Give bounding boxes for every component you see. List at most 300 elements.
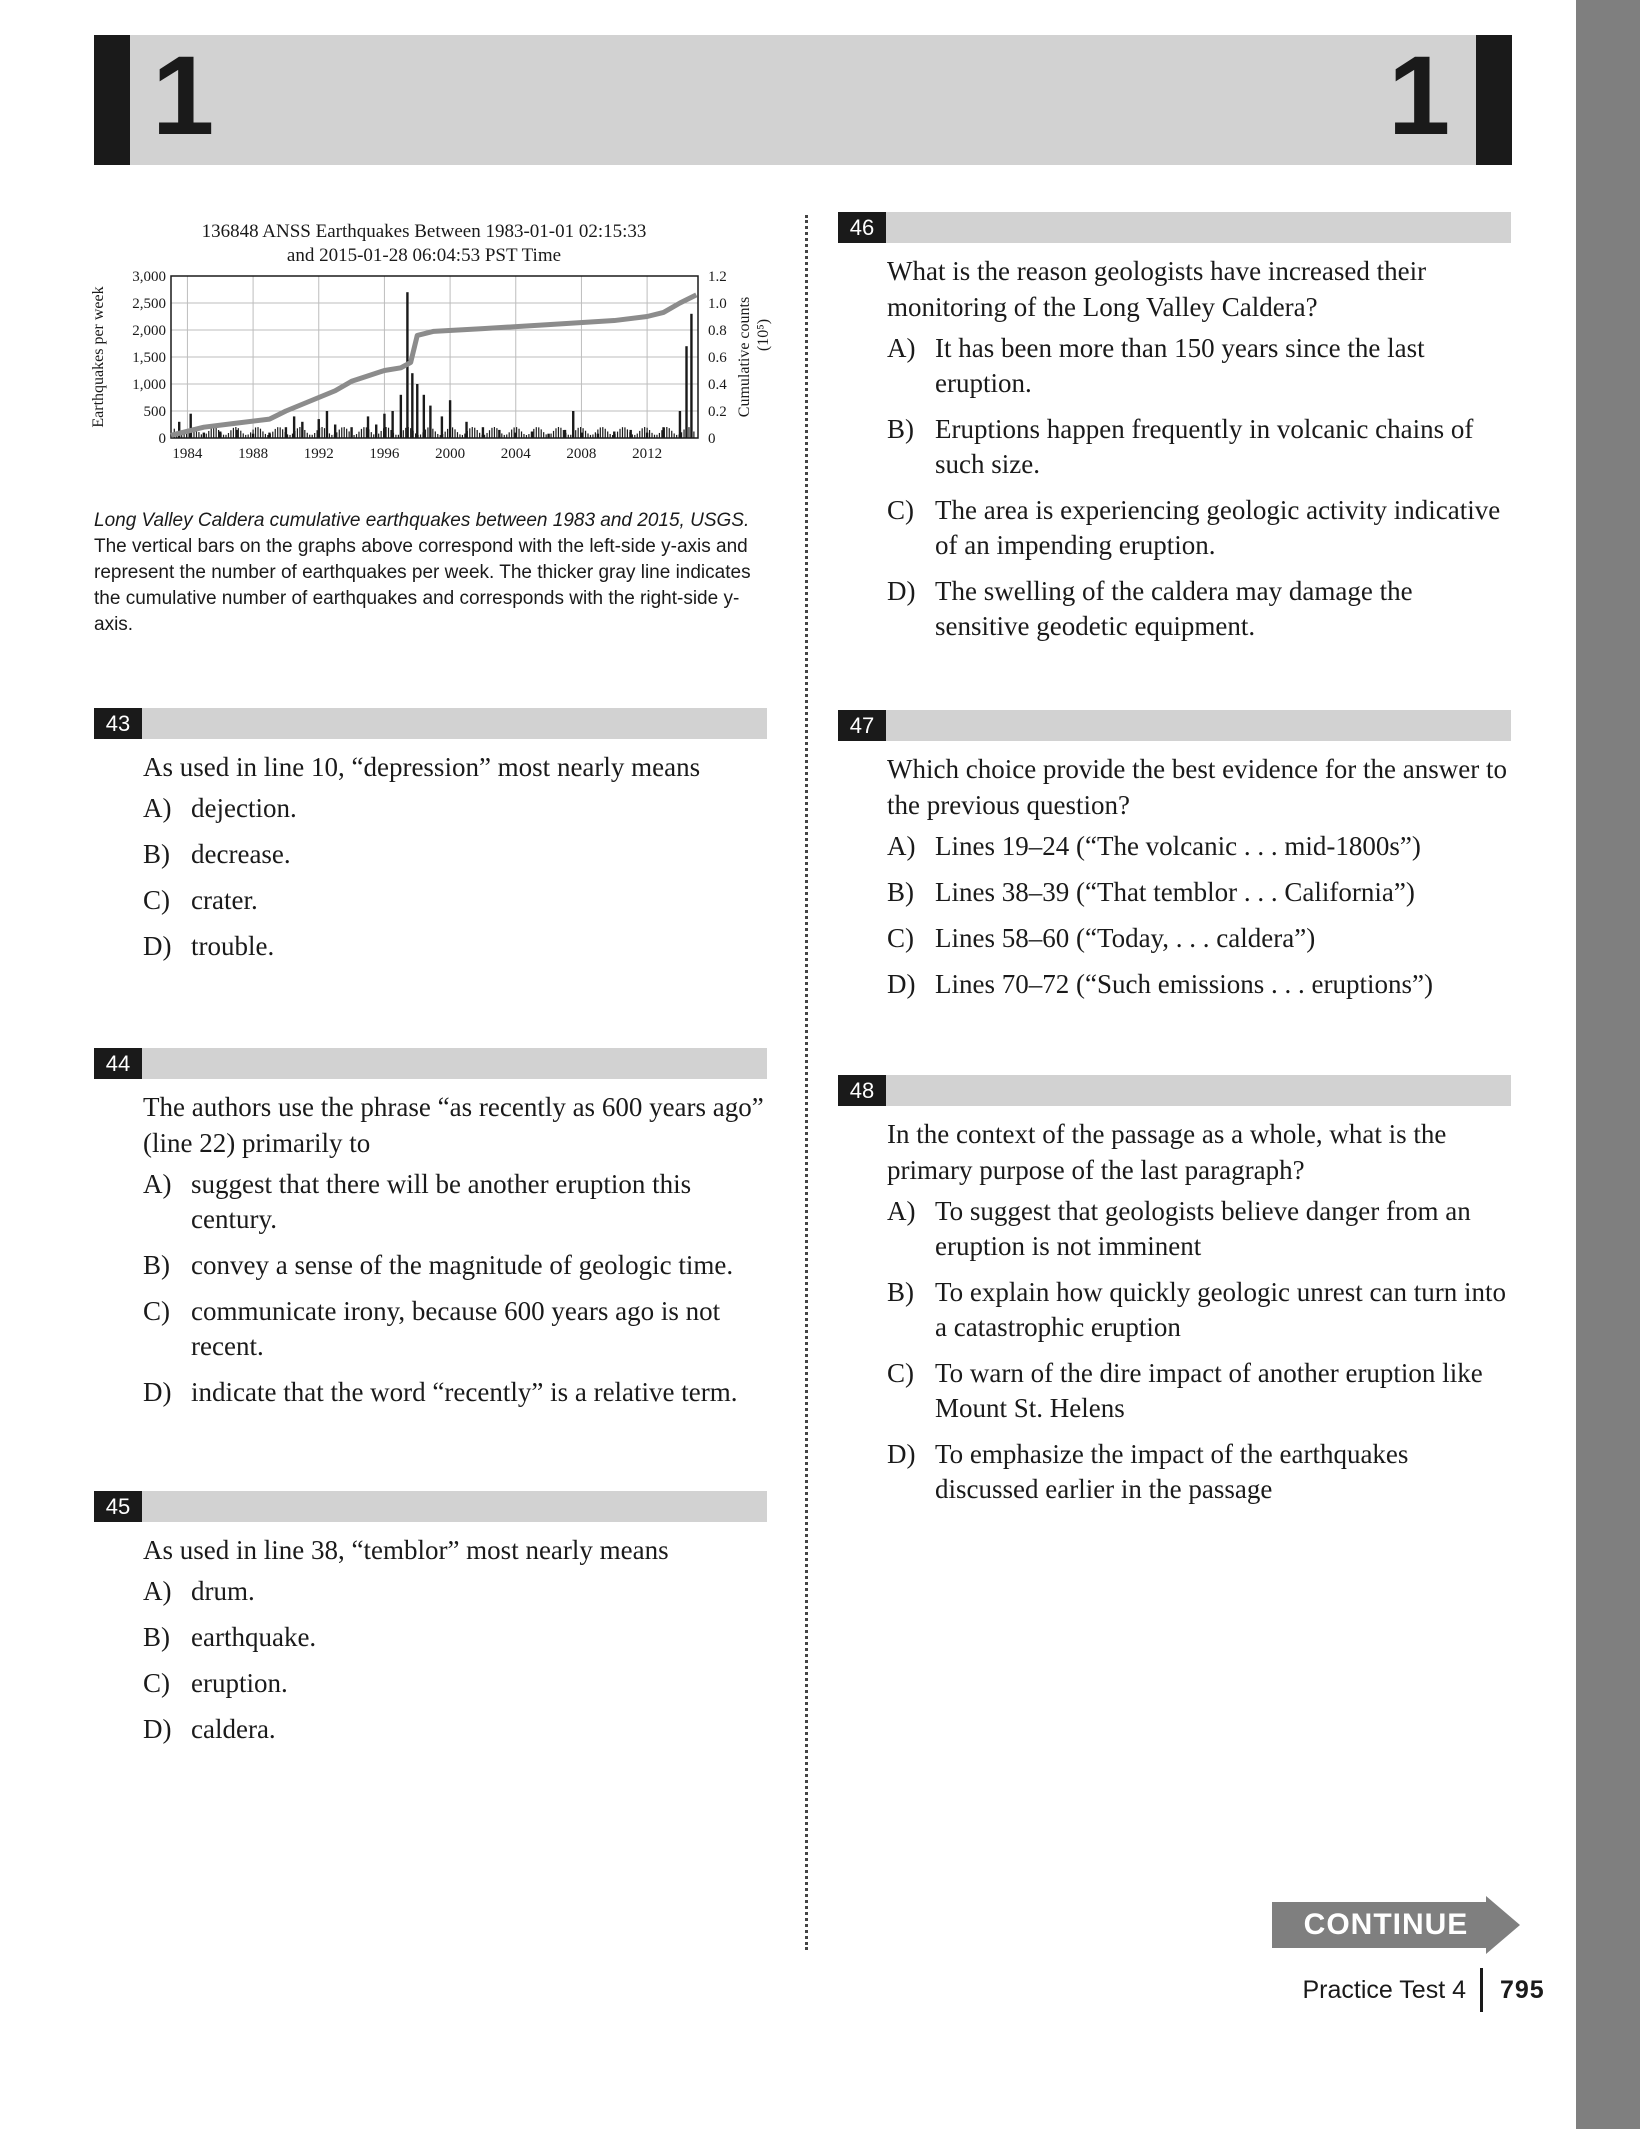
baseline-activity-bar	[240, 431, 241, 438]
question-block-46	[838, 212, 1511, 655]
baseline-activity-bar	[277, 427, 278, 438]
baseline-activity-bar	[578, 428, 579, 438]
option-letter: D)	[887, 1439, 916, 1469]
baseline-activity-bar	[417, 435, 418, 438]
baseline-activity-bar	[486, 433, 487, 438]
baseline-activity-bar	[366, 427, 367, 438]
baseline-activity-bar	[447, 429, 448, 438]
baseline-activity-bar	[484, 435, 485, 438]
answer-option[interactable]	[838, 875, 1511, 910]
earthquake-chart	[84, 266, 774, 476]
baseline-activity-bar	[270, 434, 271, 438]
baseline-activity-bar	[321, 427, 322, 438]
baseline-activity-bar	[491, 428, 492, 438]
baseline-activity-bar	[361, 429, 362, 438]
baseline-activity-bar	[683, 429, 684, 438]
baseline-activity-bar	[181, 435, 182, 438]
answer-option[interactable]	[94, 1248, 767, 1283]
option-letter: C)	[887, 495, 914, 525]
baseline-activity-bar	[198, 432, 199, 438]
baseline-activity-bar	[358, 432, 359, 438]
baseline-activity-bar	[390, 430, 391, 438]
option-text: To suggest that geologists believe danger from an eruption is not imminent	[935, 1196, 1471, 1261]
baseline-activity-bar	[482, 435, 483, 438]
baseline-activity-bar	[523, 434, 524, 438]
weekly-earthquake-bar	[685, 346, 687, 438]
question-header-bar	[838, 212, 1511, 243]
answer-option[interactable]	[94, 929, 767, 964]
baseline-activity-bar	[317, 430, 318, 438]
y-left-tick-label: 2,000	[132, 323, 166, 339]
option-letter: A)	[887, 1196, 916, 1226]
answer-option[interactable]	[94, 1294, 767, 1364]
question-stem: As used in line 38, “temblor” most nearly means	[143, 1535, 669, 1565]
chart-title-line: and 2015-01-28 06:04:53 PST Time	[286, 245, 562, 266]
baseline-activity-bar	[602, 427, 603, 438]
option-text: Lines 19–24 (“The volcanic . . . mid-1800s”)	[935, 831, 1421, 861]
baseline-activity-bar	[282, 429, 283, 438]
answer-option[interactable]	[838, 331, 1511, 401]
y-right-tick-label: 0.6	[708, 350, 727, 366]
question-header-bar	[838, 710, 1511, 741]
question-header-bar	[94, 708, 767, 739]
y-right-tick-label: 1.0	[708, 296, 727, 312]
baseline-activity-bar	[336, 432, 337, 438]
option-letter: B)	[887, 1277, 914, 1307]
baseline-activity-bar	[257, 427, 258, 438]
baseline-activity-bar	[649, 430, 650, 438]
baseline-activity-bar	[570, 435, 571, 438]
baseline-activity-bar	[235, 427, 236, 438]
baseline-activity-bar	[676, 435, 677, 438]
baseline-activity-bar	[216, 428, 217, 438]
baseline-activity-bar	[449, 427, 450, 438]
baseline-activity-bar	[213, 427, 214, 438]
option-letter: B)	[143, 1250, 170, 1280]
baseline-activity-bar	[220, 433, 221, 438]
baseline-activity-bar	[504, 435, 505, 438]
baseline-activity-bar	[255, 427, 256, 438]
baseline-activity-bar	[408, 427, 409, 438]
answer-option[interactable]	[838, 967, 1511, 1002]
baseline-activity-bar	[472, 427, 473, 438]
weekly-earthquake-bar	[411, 373, 413, 438]
baseline-activity-bar	[346, 429, 347, 438]
baseline-activity-bar	[395, 435, 396, 438]
weekly-earthquake-bar	[690, 314, 692, 438]
baseline-activity-bar	[607, 431, 608, 438]
baseline-activity-bar	[462, 435, 463, 438]
baseline-activity-bar	[440, 435, 441, 438]
baseline-activity-bar	[651, 433, 652, 438]
baseline-activity-bar	[632, 434, 633, 438]
baseline-activity-bar	[307, 433, 308, 438]
baseline-activity-bar	[341, 427, 342, 438]
baseline-activity-bar	[536, 427, 537, 438]
baseline-activity-bar	[548, 435, 549, 438]
question-number: 47	[838, 710, 886, 741]
baseline-activity-bar	[230, 430, 231, 438]
baseline-activity-bar	[432, 429, 433, 438]
baseline-activity-bar	[373, 434, 374, 438]
option-text: It has been more than 150 years since the last eruption.	[935, 333, 1425, 398]
baseline-activity-bar	[600, 427, 601, 438]
baseline-activity-bar	[363, 427, 364, 438]
baseline-activity-bar	[302, 428, 303, 438]
x-tick-label: 1996	[369, 446, 400, 462]
option-letter: A)	[143, 1169, 172, 1199]
baseline-activity-bar	[568, 435, 569, 438]
baseline-activity-bar	[575, 430, 576, 438]
baseline-activity-bar	[425, 430, 426, 438]
question-stem: Which choice provide the best evidence for the answer to the previous question?	[887, 754, 1507, 820]
y-right-axis-label: Cumulative counts	[736, 296, 753, 418]
baseline-activity-bar	[494, 427, 495, 438]
baseline-activity-bar	[413, 431, 414, 438]
baseline-activity-bar	[565, 433, 566, 438]
baseline-activity-bar	[543, 432, 544, 438]
question-number: 43	[94, 708, 142, 739]
question-block-44	[94, 1048, 767, 1421]
answer-options	[94, 1167, 767, 1410]
answer-option[interactable]	[94, 1666, 767, 1701]
baseline-activity-bar	[385, 427, 386, 438]
baseline-activity-bar	[693, 431, 694, 438]
question-number: 48	[838, 1075, 886, 1106]
y-left-tick-label: 0	[158, 431, 166, 447]
baseline-activity-bar	[654, 435, 655, 438]
baseline-activity-bar	[612, 435, 613, 438]
question-number: 45	[94, 1491, 142, 1522]
page-number: 795	[1500, 1976, 1545, 2004]
option-text: The area is experiencing geologic activity indicative of an impending eruption.	[935, 495, 1501, 560]
baseline-activity-bar	[686, 427, 687, 438]
baseline-activity-bar	[398, 435, 399, 438]
option-letter: C)	[887, 1358, 914, 1388]
baseline-activity-bar	[595, 432, 596, 438]
question-header-bar	[94, 1048, 767, 1079]
baseline-activity-bar	[627, 429, 628, 438]
question-number: 44	[94, 1048, 142, 1079]
baseline-activity-bar	[339, 430, 340, 438]
baseline-activity-bar	[353, 435, 354, 438]
option-letter: A)	[887, 831, 916, 861]
baseline-activity-bar	[260, 429, 261, 438]
continue-label: CONTINUE	[1303, 1908, 1469, 1941]
baseline-activity-bar	[400, 433, 401, 438]
option-letter: C)	[143, 1296, 170, 1326]
option-letter: B)	[143, 1622, 170, 1652]
baseline-activity-bar	[452, 427, 453, 438]
y-left-axis-label: Earthquakes per week	[90, 286, 107, 428]
baseline-activity-bar	[371, 432, 372, 438]
y-left-tick-label: 500	[143, 404, 166, 420]
baseline-activity-bar	[228, 433, 229, 438]
baseline-activity-bar	[201, 434, 202, 438]
question-stem: In the context of the passage as a whole, what is the primary purpose of the last paragraph?	[887, 1119, 1447, 1185]
baseline-activity-bar	[294, 431, 295, 438]
baseline-activity-bar	[356, 434, 357, 438]
section-header-right-bar	[1476, 35, 1512, 165]
baseline-activity-bar	[509, 432, 510, 438]
baseline-activity-bar	[309, 435, 310, 438]
footer-test-label: Practice Test 4	[1302, 1976, 1466, 2004]
baseline-activity-bar	[415, 433, 416, 438]
footer-separator	[1480, 1968, 1483, 2012]
baseline-activity-bar	[272, 432, 273, 438]
option-letter: A)	[143, 793, 172, 823]
baseline-activity-bar	[521, 431, 522, 438]
answer-option[interactable]	[838, 921, 1511, 956]
baseline-activity-bar	[477, 430, 478, 438]
baseline-activity-bar	[647, 428, 648, 438]
baseline-activity-bar	[661, 430, 662, 438]
option-text: dejection.	[191, 793, 297, 823]
option-text: The swelling of the caldera may damage the sensitive geodetic equipment.	[935, 576, 1413, 641]
baseline-activity-bar	[691, 429, 692, 438]
baseline-activity-bar	[208, 431, 209, 438]
baseline-activity-bar	[674, 433, 675, 438]
baseline-activity-bar	[275, 429, 276, 438]
option-letter: D)	[143, 1377, 172, 1407]
baseline-activity-bar	[619, 429, 620, 438]
x-tick-label: 1988	[238, 446, 269, 462]
baseline-activity-bar	[531, 432, 532, 438]
answer-option[interactable]	[94, 791, 767, 826]
question-block-48	[838, 1075, 1511, 1518]
baseline-activity-bar	[585, 431, 586, 438]
question-block-45	[94, 1491, 767, 1758]
option-text: trouble.	[191, 931, 275, 961]
baseline-activity-bar	[688, 427, 689, 438]
baseline-activity-bar	[410, 428, 411, 438]
x-tick-label: 2004	[500, 446, 531, 462]
baseline-activity-bar	[467, 431, 468, 438]
baseline-activity-bar	[233, 428, 234, 438]
caption-body: The vertical bars on the graphs above correspond with the left-side y-axis and represent the number of earthquakes per week. The thicker gray line indicates the cumulative number of earthquakes and corresponds with the right-side y-axis.	[94, 536, 751, 635]
option-text: To explain how quickly geologic unrest can turn into a catastrophic eruption	[935, 1277, 1506, 1342]
baseline-activity-bar	[368, 429, 369, 438]
y-right-tick-label: 0.2	[708, 404, 727, 420]
baseline-activity-bar	[580, 427, 581, 438]
baseline-activity-bar	[388, 428, 389, 438]
answer-option[interactable]	[838, 829, 1511, 864]
baseline-activity-bar	[437, 434, 438, 438]
baseline-activity-bar	[671, 431, 672, 438]
baseline-activity-bar	[262, 431, 263, 438]
option-letter: D)	[143, 1714, 172, 1744]
baseline-activity-bar	[489, 430, 490, 438]
answer-option[interactable]	[838, 1275, 1511, 1345]
question-stem: What is the reason geologists have increased their monitoring of the Long Valley Caldera?	[887, 256, 1427, 322]
baseline-activity-bar	[634, 435, 635, 438]
option-letter: A)	[143, 1576, 172, 1606]
option-text: eruption.	[191, 1668, 288, 1698]
baseline-activity-bar	[393, 433, 394, 438]
baseline-activity-bar	[223, 435, 224, 438]
baseline-activity-bar	[516, 427, 517, 438]
side-tab	[1576, 0, 1640, 2129]
baseline-activity-bar	[267, 435, 268, 438]
option-letter: D)	[887, 969, 916, 999]
option-text: suggest that there will be another eruption this century.	[191, 1169, 692, 1234]
baseline-activity-bar	[299, 427, 300, 438]
baseline-activity-bar	[344, 427, 345, 438]
baseline-activity-bar	[560, 428, 561, 438]
baseline-activity-bar	[376, 435, 377, 438]
baseline-activity-bar	[514, 427, 515, 438]
option-text: convey a sense of the magnitude of geologic time.	[191, 1250, 734, 1280]
baseline-activity-bar	[563, 430, 564, 438]
baseline-activity-bar	[528, 434, 529, 438]
answer-option[interactable]	[94, 837, 767, 872]
baseline-activity-bar	[420, 434, 421, 438]
baseline-activity-bar	[289, 435, 290, 438]
baseline-activity-bar	[550, 434, 551, 438]
x-tick-label: 2012	[632, 446, 663, 462]
baseline-activity-bar	[211, 428, 212, 438]
baseline-activity-bar	[582, 428, 583, 438]
baseline-activity-bar	[405, 428, 406, 438]
answer-options	[838, 1194, 1511, 1507]
baseline-activity-bar	[622, 427, 623, 438]
option-text: Lines 58–60 (“Today, . . . caldera”)	[935, 923, 1316, 953]
baseline-activity-bar	[326, 431, 327, 438]
baseline-activity-bar	[454, 429, 455, 438]
answer-option[interactable]	[94, 1712, 767, 1747]
y-right-tick-label: 0.4	[708, 377, 727, 393]
baseline-activity-bar	[639, 431, 640, 438]
baseline-activity-bar	[590, 435, 591, 438]
baseline-activity-bar	[351, 434, 352, 438]
baseline-activity-bar	[501, 433, 502, 438]
baseline-activity-bar	[679, 434, 680, 438]
baseline-activity-bar	[533, 429, 534, 438]
baseline-activity-bar	[319, 428, 320, 438]
baseline-activity-bar	[331, 435, 332, 438]
baseline-activity-bar	[238, 428, 239, 438]
baseline-activity-bar	[206, 434, 207, 438]
baseline-activity-bar	[610, 434, 611, 438]
baseline-activity-bar	[506, 434, 507, 438]
question-header-bar	[94, 1491, 767, 1522]
y-right-axis-unit: (10⁵)	[755, 318, 772, 352]
x-tick-label: 1992	[303, 446, 334, 462]
option-text: To emphasize the impact of the earthquakes discussed earlier in the passage	[935, 1439, 1409, 1504]
weekly-earthquake-bar	[679, 411, 681, 438]
baseline-activity-bar	[558, 427, 559, 438]
baseline-activity-bar	[378, 434, 379, 438]
baseline-activity-bar	[587, 433, 588, 438]
answer-option[interactable]	[838, 574, 1511, 644]
answer-option[interactable]	[94, 1167, 767, 1237]
answer-option[interactable]	[838, 1194, 1511, 1264]
answer-options	[838, 331, 1511, 644]
option-letter: B)	[143, 839, 170, 869]
baseline-activity-bar	[329, 433, 330, 438]
section-header-band	[94, 35, 1512, 165]
baseline-activity-bar	[312, 435, 313, 438]
baseline-activity-bar	[666, 427, 667, 438]
baseline-activity-bar	[592, 434, 593, 438]
option-letter: A)	[887, 333, 916, 363]
answer-option[interactable]	[838, 1356, 1511, 1426]
answer-option[interactable]	[94, 883, 767, 918]
option-text: indicate that the word “recently” is a relative term.	[191, 1377, 738, 1407]
baseline-activity-bar	[381, 431, 382, 438]
baseline-activity-bar	[479, 433, 480, 438]
baseline-activity-bar	[474, 428, 475, 438]
baseline-activity-bar	[457, 432, 458, 438]
answer-option[interactable]	[838, 1437, 1511, 1507]
weekly-earthquake-bar	[400, 395, 402, 438]
baseline-activity-bar	[445, 432, 446, 438]
weekly-earthquake-bar	[423, 395, 425, 438]
baseline-activity-bar	[605, 429, 606, 438]
baseline-activity-bar	[546, 434, 547, 438]
baseline-activity-bar	[526, 435, 527, 438]
baseline-activity-bar	[518, 429, 519, 438]
baseline-activity-bar	[430, 427, 431, 438]
chart-caption	[94, 508, 774, 638]
y-right-tick-label: 0	[708, 431, 716, 447]
baseline-activity-bar	[659, 433, 660, 438]
x-tick-label: 2008	[566, 446, 597, 462]
baseline-activity-bar	[383, 428, 384, 438]
baseline-activity-bar	[324, 428, 325, 438]
answer-option[interactable]	[94, 1375, 767, 1410]
baseline-activity-bar	[218, 430, 219, 438]
baseline-activity-bar	[334, 434, 335, 438]
y-left-tick-label: 2,500	[132, 296, 166, 312]
option-letter: C)	[887, 923, 914, 953]
baseline-activity-bar	[469, 428, 470, 438]
continue-button[interactable]	[1272, 1896, 1520, 1954]
y-right-tick-label: 0.8	[708, 323, 727, 339]
chart-title-line: 136848 ANSS Earthquakes Between 1983-01-01 02:15:33	[201, 221, 647, 242]
question-block-47	[838, 710, 1511, 1013]
y-left-tick-label: 1,500	[132, 350, 166, 366]
answer-option[interactable]	[94, 1620, 767, 1655]
option-letter: B)	[887, 414, 914, 444]
x-tick-label: 2000	[435, 446, 466, 462]
baseline-activity-bar	[349, 431, 350, 438]
y-left-tick-label: 1,000	[132, 377, 166, 393]
baseline-activity-bar	[292, 434, 293, 438]
option-text: Lines 70–72 (“Such emissions . . . eruptions”)	[935, 969, 1433, 999]
baseline-activity-bar	[225, 435, 226, 438]
baseline-activity-bar	[297, 428, 298, 438]
option-text: To warn of the dire impact of another eruption like Mount St. Helens	[935, 1358, 1483, 1423]
question-stem: As used in line 10, “depression” most nearly means	[143, 752, 701, 782]
baseline-activity-bar	[285, 432, 286, 438]
answer-option[interactable]	[94, 1574, 767, 1609]
baseline-activity-bar	[245, 435, 246, 438]
baseline-activity-bar	[624, 427, 625, 438]
baseline-activity-bar	[422, 432, 423, 438]
option-text: communicate irony, because 600 years ago is not recent.	[191, 1296, 721, 1361]
answer-options	[94, 1574, 767, 1747]
answer-options	[838, 829, 1511, 1002]
cumulative-count-line	[171, 295, 696, 435]
baseline-activity-bar	[287, 434, 288, 438]
baseline-activity-bar	[499, 431, 500, 438]
answer-option[interactable]	[838, 493, 1511, 563]
weekly-earthquake-bar	[416, 384, 418, 438]
option-letter: C)	[143, 1668, 170, 1698]
x-tick-label: 1984	[172, 446, 203, 462]
answer-option[interactable]	[838, 412, 1511, 482]
